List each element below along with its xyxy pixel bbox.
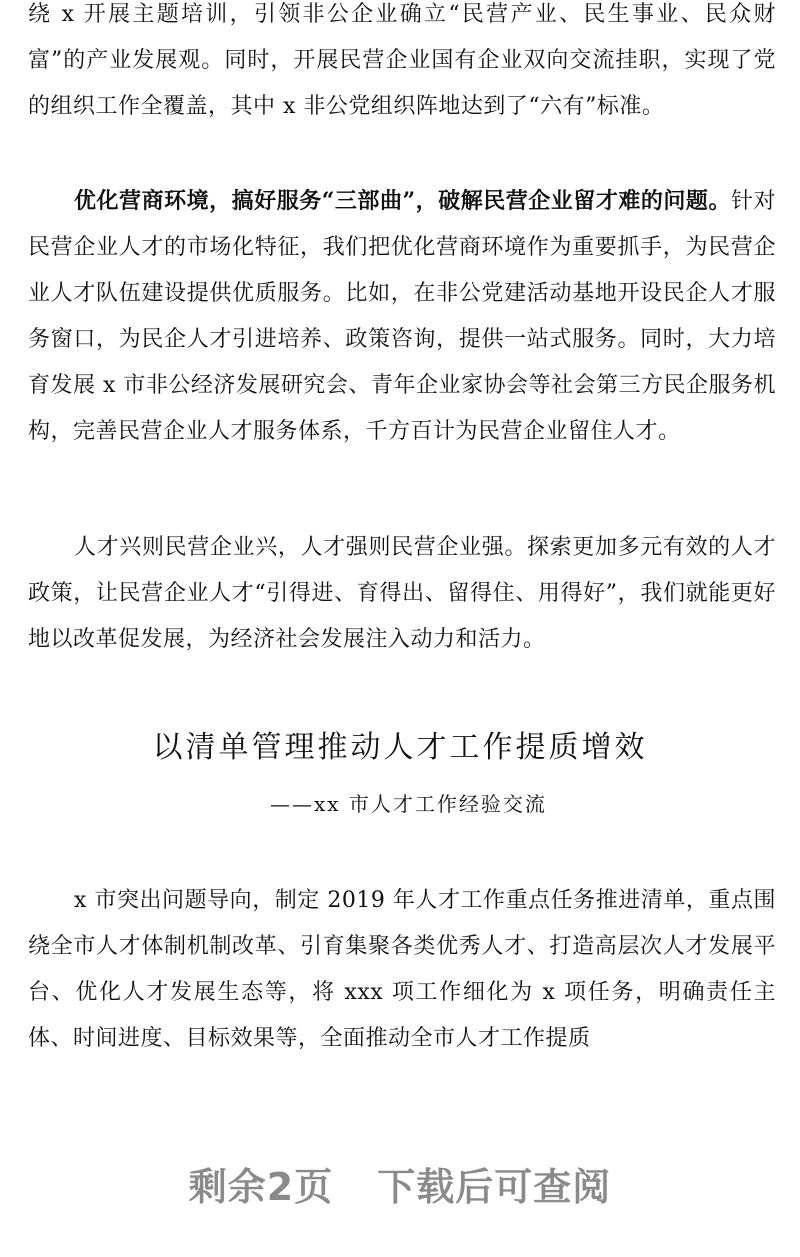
download-to-view-label: 下载后可查阅 <box>377 1165 612 1209</box>
remaining-pages-label: 剩余2页 <box>188 1165 334 1209</box>
paragraph-2 <box>28 178 776 455</box>
article-title: 以清单管理推动人才工作提质增效 <box>152 730 648 765</box>
paragraph-1: 绕 x 开展主题培训，引领非公企业确立“民营产业、民生事业、民众财富”的产业发展观。同时，开展民营企业国有企业双向交流挂职，实现了党的组织工作全覆盖，其中 x 非公党组织阵地达到了“六有”标准。 <box>28 2 776 119</box>
remaining-pages-notice[interactable] <box>0 1156 800 1211</box>
paragraph-3: 人才兴则民营企业兴，人才强则民营企业强。探索更加多元有效的人才政策，让民营企业人才“引得进、育得出、留得住、用得好”，我们就能更好地以改革促发展，为经济社会发展注入动力和活力。 <box>28 535 776 652</box>
paragraph-2-lead: 优化营商环境，搞好服务“三部曲”，破解民营企业留才难的问题。 <box>74 188 731 214</box>
article-subtitle: ——xx 市人才工作经验交流 <box>270 792 547 816</box>
article-paragraph-1: x 市突出问题导向，制定 2019 年人才工作重点任务推进清单，重点围绕全市人才体制机制改革、引育集聚各类优秀人才、打造高层次人才发展平台、优化人才发展生态等，将 xxx 项工作细化为 x 项任务，明确责任主体、时间进度、目标效果等，全面推动全市人才工作提质 <box>28 888 776 1051</box>
paragraph-2-body: 针对民营企业人才的市场化特征，我们把优化营商环境作为重要抓手，为民营企业人才队伍建设提供优质服务。比如，在非公党建活动基地开设民企人才服务窗口，为民企人才引进培养、政策咨询，提供一站式服务。同时，大力培育发展 x 市非公经济发展研究会、青年企业家协会等社会第三方民企服务机构，完善民营企业人才服务体系，千方百计为民营企业留住人才。 <box>28 189 776 444</box>
